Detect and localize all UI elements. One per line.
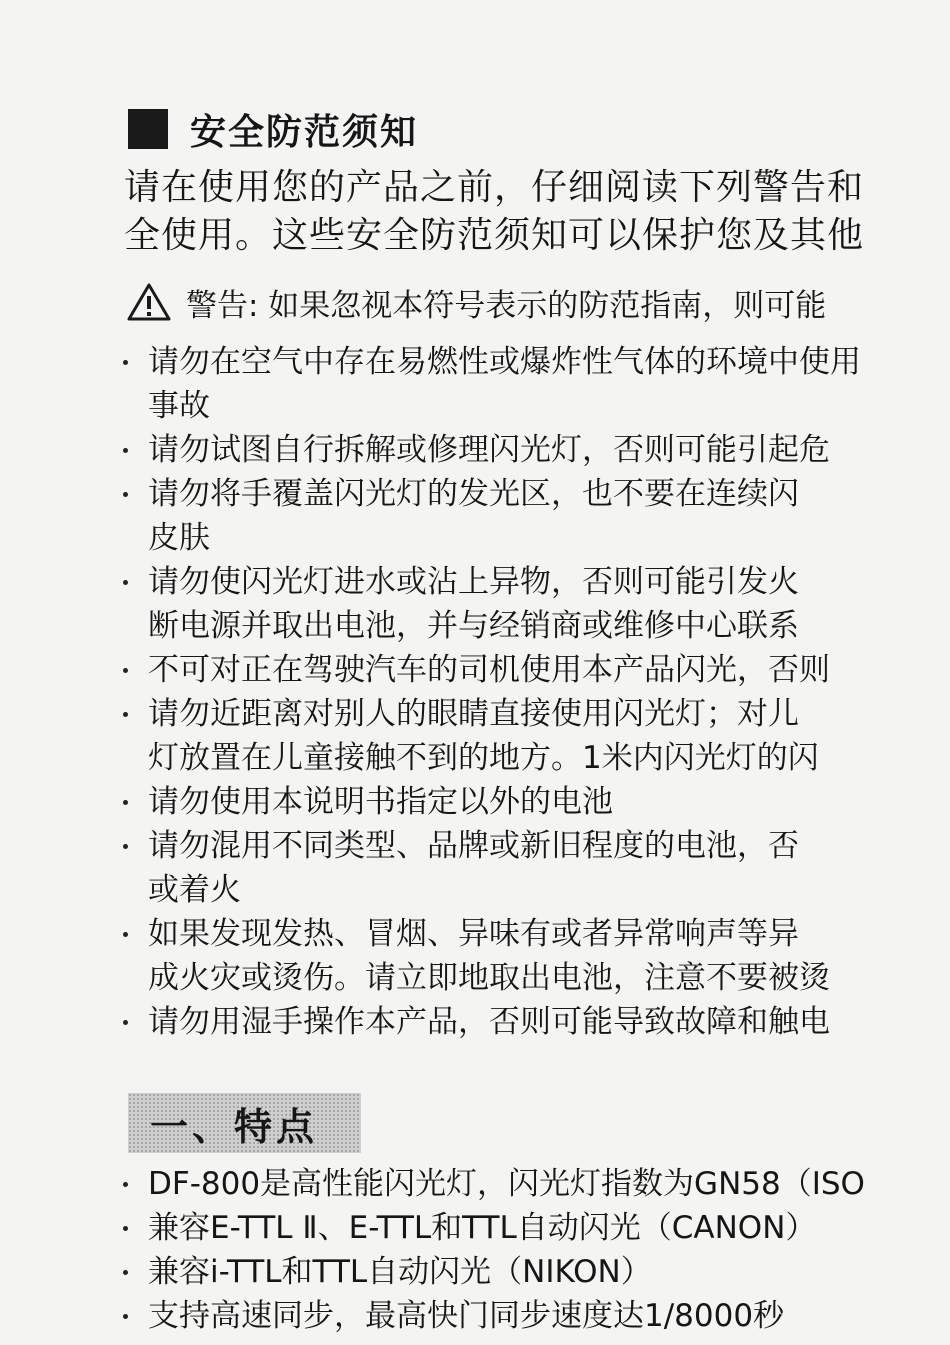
features-list (120, 1162, 950, 1338)
list-item (120, 780, 950, 824)
list-item-line: 请勿使闪光灯进水或沾上异物，否则可能引发火 (148, 564, 799, 600)
intro-line: 全使用。这些安全防范须知可以保护您及其他 (124, 215, 865, 256)
list-item (120, 1250, 950, 1294)
bullet-dot-icon (123, 1314, 128, 1319)
bullet-dot-icon (123, 712, 128, 717)
warning-triangle-icon (126, 282, 172, 322)
bullet-dot-icon (123, 1226, 128, 1231)
list-item-line: 皮肤 (148, 520, 210, 556)
list-item (120, 1162, 950, 1206)
list-item-line: 请勿在空气中存在易燃性或爆炸性气体的环境中使用 (148, 344, 861, 380)
list-item-line: 或着火 (148, 872, 241, 908)
list-item (120, 648, 950, 692)
features-heading-title: 一、特点 (150, 1104, 319, 1149)
bullet-dot-icon (123, 448, 128, 453)
safety-heading-title: 安全防范须知 (190, 111, 419, 153)
safety-bullet-list (120, 340, 950, 1044)
bullet-dot-icon (123, 360, 128, 365)
list-item (120, 560, 950, 648)
list-item (120, 692, 950, 780)
list-item-line: 兼容i-TTL和TTL自动闪光（NIKON） (148, 1254, 652, 1290)
list-item-line: 成火灾或烫伤。请立即地取出电池，注意不要被烫 (148, 960, 830, 996)
bullet-dot-icon (123, 492, 128, 497)
list-item-line: 请勿将手覆盖闪光灯的发光区，也不要在连续闪 (148, 476, 799, 512)
list-item-line: 请勿用湿手操作本产品，否则可能导致故障和触电 (148, 1004, 830, 1040)
list-item-line: 不可对正在驾驶汽车的司机使用本产品闪光，否则 (148, 652, 830, 688)
list-item-line: 请勿试图自行拆解或修理闪光灯，否则可能引起危 (148, 432, 830, 468)
list-item-line: 事故 (148, 388, 210, 424)
bullet-dot-icon (123, 668, 128, 673)
intro-line: 请在使用您的产品之前，仔细阅读下列警告和 (124, 167, 865, 208)
list-item (120, 824, 950, 912)
list-item-line: 请勿近距离对别人的眼睛直接使用闪光灯；对儿 (148, 696, 799, 732)
bullet-dot-icon (123, 844, 128, 849)
list-item (120, 912, 950, 1000)
list-item-line: 请勿混用不同类型、品牌或新旧程度的电池，否 (148, 828, 799, 864)
warning-text: 警告: 如果忽视本符号表示的防范指南，则可能 (186, 287, 827, 324)
bullet-dot-icon (123, 932, 128, 937)
features-heading (128, 1093, 361, 1153)
bullet-dot-icon (123, 1182, 128, 1187)
bullet-dot-icon (123, 580, 128, 585)
list-item-line: 支持高速同步，最高快门同步速度达1/8000秒 (148, 1298, 785, 1334)
list-item-line: 灯放置在儿童接触不到的地方。1米内闪光灯的闪 (148, 740, 819, 776)
black-square-icon (128, 109, 168, 149)
warning-notice (126, 280, 826, 324)
list-item-line: 如果发现发热、冒烟、异味有或者异常响声等异 (148, 916, 799, 952)
bullet-dot-icon (123, 800, 128, 805)
list-item-line: 请勿使用本说明书指定以外的电池 (148, 784, 613, 820)
list-item-line: 兼容E-TTL Ⅱ、E-TTL和TTL自动闪光（CANON） (148, 1210, 817, 1246)
list-item (120, 1000, 950, 1044)
list-item (120, 1206, 950, 1250)
bullet-dot-icon (123, 1270, 128, 1275)
list-item-line: 断电源并取出电池，并与经销商或维修中心联系 (148, 608, 799, 644)
list-item (120, 472, 950, 560)
list-item (120, 340, 950, 428)
list-item-line: DF-800是高性能闪光灯，闪光灯指数为GN58（ISO (148, 1166, 865, 1202)
safety-intro (124, 164, 950, 260)
bullet-dot-icon (123, 1020, 128, 1025)
list-item (120, 428, 950, 472)
safety-heading (128, 104, 418, 154)
list-item (120, 1294, 950, 1338)
